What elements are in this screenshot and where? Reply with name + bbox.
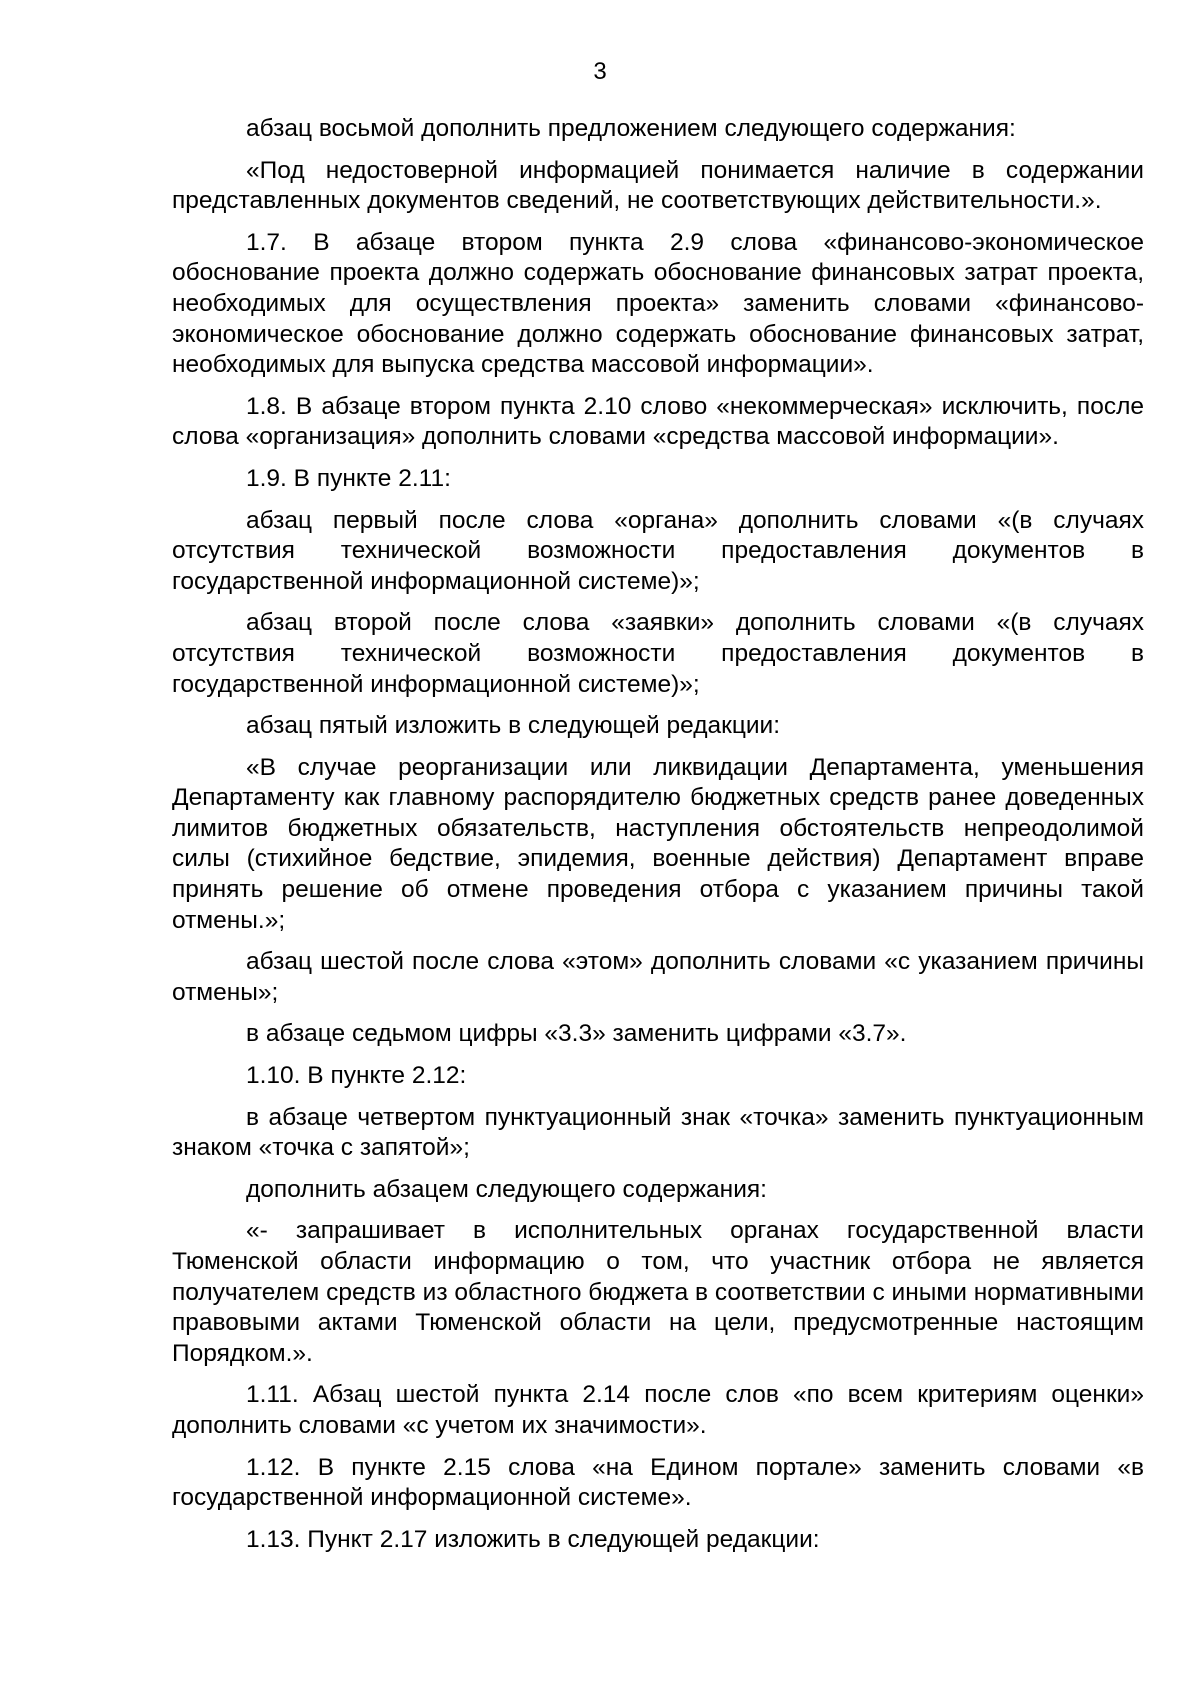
paragraph-1-9-abzac-6: абзац шестой после слова «этом» дополнить словами «с указанием причины отмены»; <box>172 948 1144 1006</box>
paragraph-1-8: 1.8. В абзаце втором пункта 2.10 слово «некоммерческая» исключить, после слова «организация» дополнить словами «средства массовой информации». <box>172 392 1144 451</box>
paragraph-1-12: 1.12. В пункте 2.15 слова «на Едином портале» заменить словами «в государственной информационной системе». <box>172 1453 1144 1512</box>
paragraph-quote-reorganizaciya: «В случае реорганизации или ликвидации Департамента, уменьшения Департаменту как главному распорядителю бюджетных средств ранее доведенных лимитов бюджетных обязательств, наступления обстоятельств непреодолимой силы (стихийное бедствие, эпидемия, военные действия) Департамент вправе принять решение об отмене проведения отбора с указанием причины такой отмены.»; <box>172 753 1144 934</box>
paragraph-abzac-8: абзац восьмой дополнить предложением следующего содержания: <box>246 115 1016 142</box>
paragraph-1-10-abzac-4: в абзаце четвертом пунктуационный знак «точка» заменить пунктуационным знаком «точка с запятой»; <box>172 1103 1144 1162</box>
paragraph-1-9: 1.9. В пункте 2.11: <box>246 464 451 492</box>
paragraph-1-10-dopolnit: дополнить абзацем следующего содержания: <box>246 1175 767 1203</box>
paragraph-1-9-abzac-2: абзац второй после слова «заявки» дополнить словами «(в случаях отсутствия технической возможности предоставления документов в государственной информационной системе)»; <box>172 609 1144 698</box>
paragraph-1-9-abzac-7: в абзаце седьмом цифры «3.3» заменить цифрами «3.7». <box>246 1020 907 1048</box>
paragraph-quote-zaprashivaet: «- запрашивает в исполнительных органах государственной власти Тюменской области информацию о том, что участник отбора не является получателем средств из областного бюджета в соответствии с иными нормативными правовыми актами Тюменской области на цели, предусмотренные настоящим Порядком.». <box>172 1217 1145 1367</box>
document-body <box>172 114 1144 1566</box>
paragraph-1-7: 1.7. В абзаце втором пункта 2.9 слова «финансово-экономическое обоснование проекта должно содержать обоснование финансовых затрат проекта, необходимых для осуществления проекта» заменить словами «финансово-экономическое обоснование должно содержать обоснование финансовых затрат, необходимых для выпуска средства массовой информации». <box>172 228 1144 379</box>
paragraph-1-13: 1.13. Пункт 2.17 изложить в следующей редакции: <box>246 1525 820 1553</box>
paragraph-1-9-abzac-1: абзац первый после слова «органа» дополнить словами «(в случаях отсутствия технической возможности предоставления документов в государственной информационной системе)»; <box>172 506 1144 595</box>
paragraph-1-10: 1.10. В пункте 2.12: <box>246 1062 467 1090</box>
page-number: 3 <box>593 58 607 85</box>
paragraph-1-11: 1.11. Абзац шестой пункта 2.14 после слов «по всем критериям оценки» дополнить словами «с учетом их значимости». <box>172 1381 1144 1439</box>
paragraph-1-9-abzac-5: абзац пятый изложить в следующей редакции: <box>246 712 781 740</box>
paragraph-quote-nedostovernaya: «Под недостоверной информацией понимается наличие в содержании представленных документов сведений, не соответствующих действительности.». <box>172 156 1144 215</box>
